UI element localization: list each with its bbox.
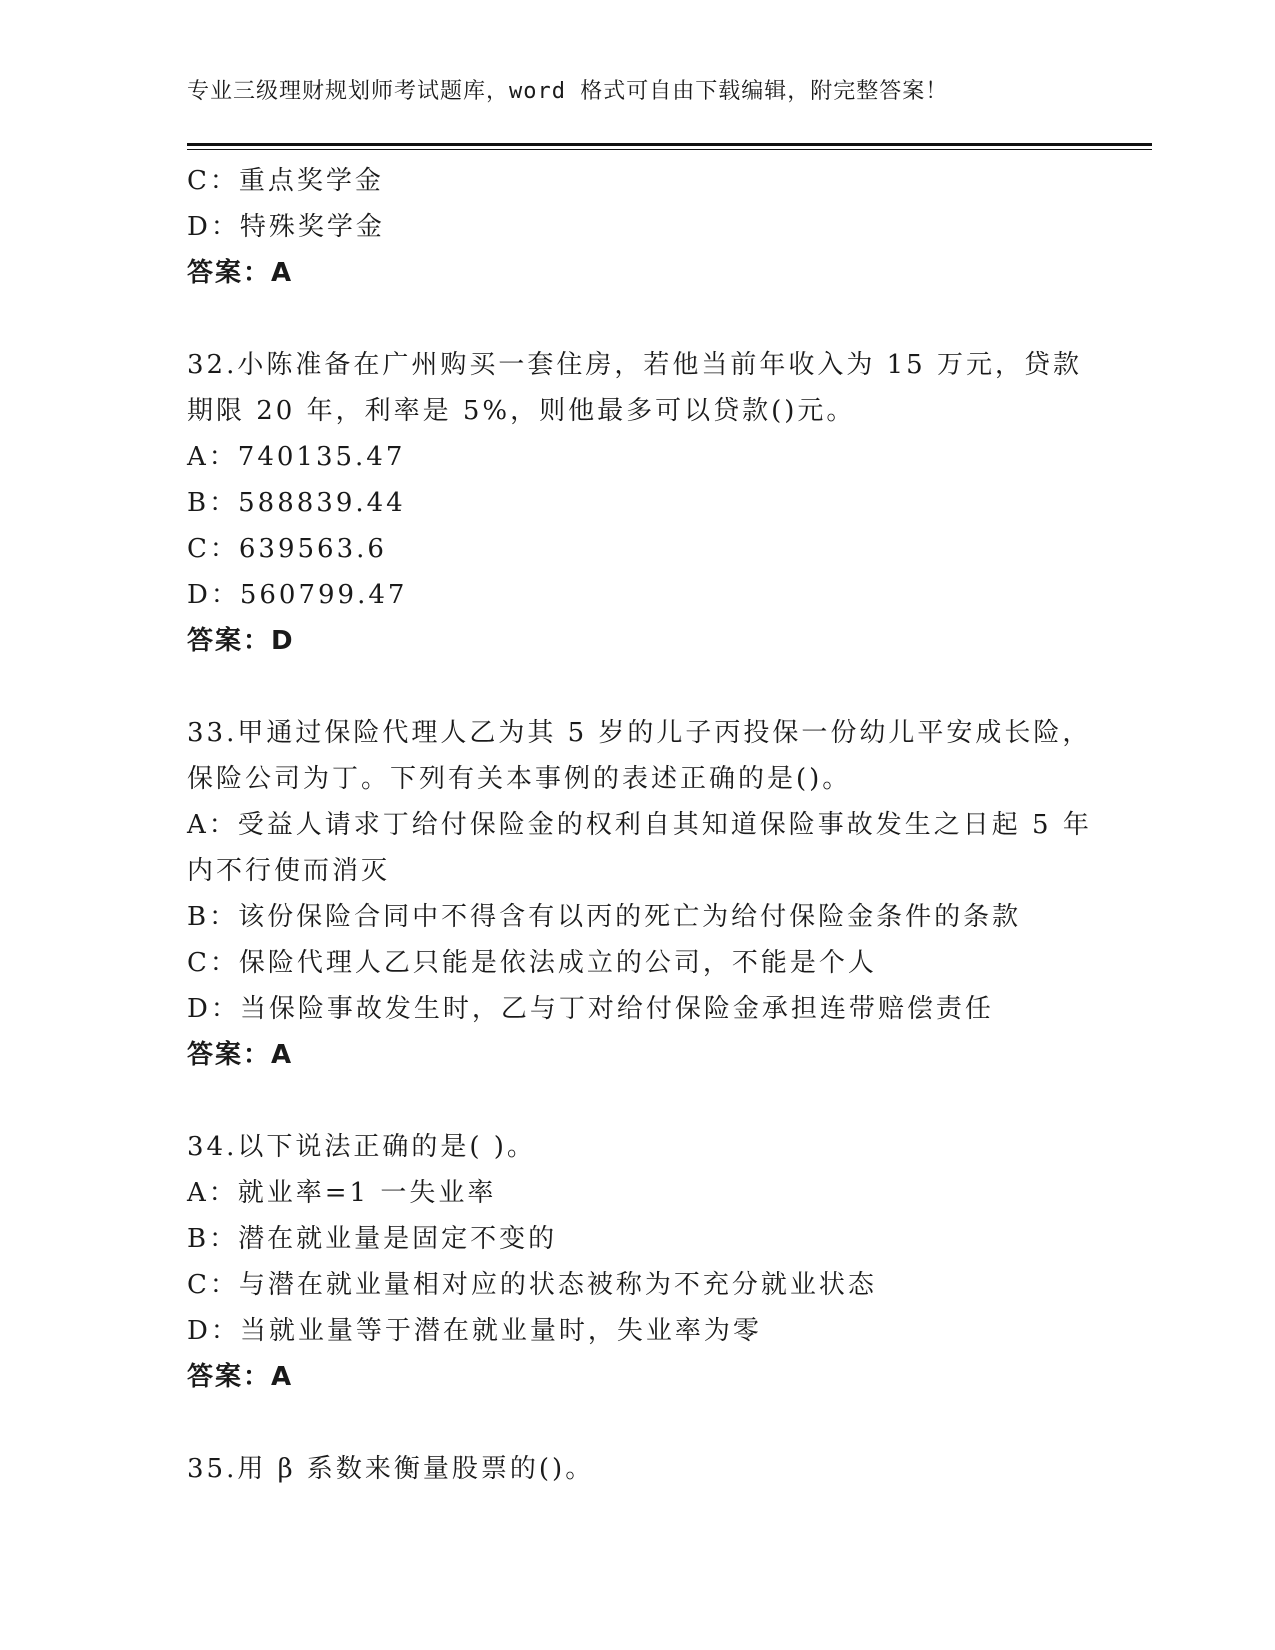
option-a: A：就业率=1 一失业率: [187, 1178, 497, 1208]
option-d: D：当保险事故发生时，乙与丁对给付保险金承担连带赔偿责任: [187, 994, 994, 1024]
question-33-stem-cont: 保险公司为丁。下列有关本事例的表述正确的是()。: [187, 764, 852, 794]
option-d: D：特殊奖学金: [187, 212, 385, 242]
question-32-stem: 32.小陈准备在广州购买一套住房，若他当前年收入为 15 万元，贷款: [187, 350, 1082, 380]
option-b: B：潜在就业量是固定不变的: [187, 1224, 558, 1254]
option-d: D：560799.47: [187, 580, 408, 610]
answer-line: 答案：A: [187, 258, 294, 288]
answer-line: 答案：A: [187, 1040, 294, 1070]
question-34-stem: 34.以下说法正确的是( )。: [187, 1132, 536, 1162]
option-c: C：保险代理人乙只能是依法成立的公司，不能是个人: [187, 948, 877, 978]
header-rule-thick: [187, 143, 1152, 146]
option-b: B：588839.44: [187, 488, 406, 518]
question-33-stem: 33.甲通过保险代理人乙为其 5 岁的儿子丙投保一份幼儿平安成长险，: [187, 718, 1092, 748]
option-d: D：当就业量等于潜在就业量时，失业率为零: [187, 1316, 762, 1346]
option-c: C：与潜在就业量相对应的状态被称为不充分就业状态: [187, 1270, 877, 1300]
header-rule-thin: [187, 149, 1152, 150]
question-35-stem: 35.用 β 系数来衡量股票的()。: [187, 1454, 595, 1484]
option-b: B：该份保险合同中不得含有以丙的死亡为给付保险金条件的条款: [187, 902, 1022, 932]
question-32-stem-cont: 期限 20 年，利率是 5%，则他最多可以贷款()元。: [187, 396, 856, 426]
option-a-cont: 内不行使而消灭: [187, 856, 391, 886]
spacer: [187, 664, 1117, 710]
spacer: [187, 1400, 1117, 1446]
option-a: A：受益人请求丁给付保险金的权利自其知道保险事故发生之日起 5 年: [187, 810, 1092, 840]
spacer: [187, 296, 1117, 342]
answer-line: 答案：A: [187, 1362, 294, 1392]
page-header: 专业三级理财规划师考试题库，word 格式可自由下载编辑，附完整答案！: [187, 79, 949, 104]
answer-line: 答案：D: [187, 626, 295, 656]
question-content: [187, 158, 1117, 1492]
option-a: A：740135.47: [187, 442, 406, 472]
option-c: C：重点奖学金: [187, 166, 384, 196]
option-c: C：639563.6: [187, 534, 387, 564]
spacer: [187, 1078, 1117, 1124]
